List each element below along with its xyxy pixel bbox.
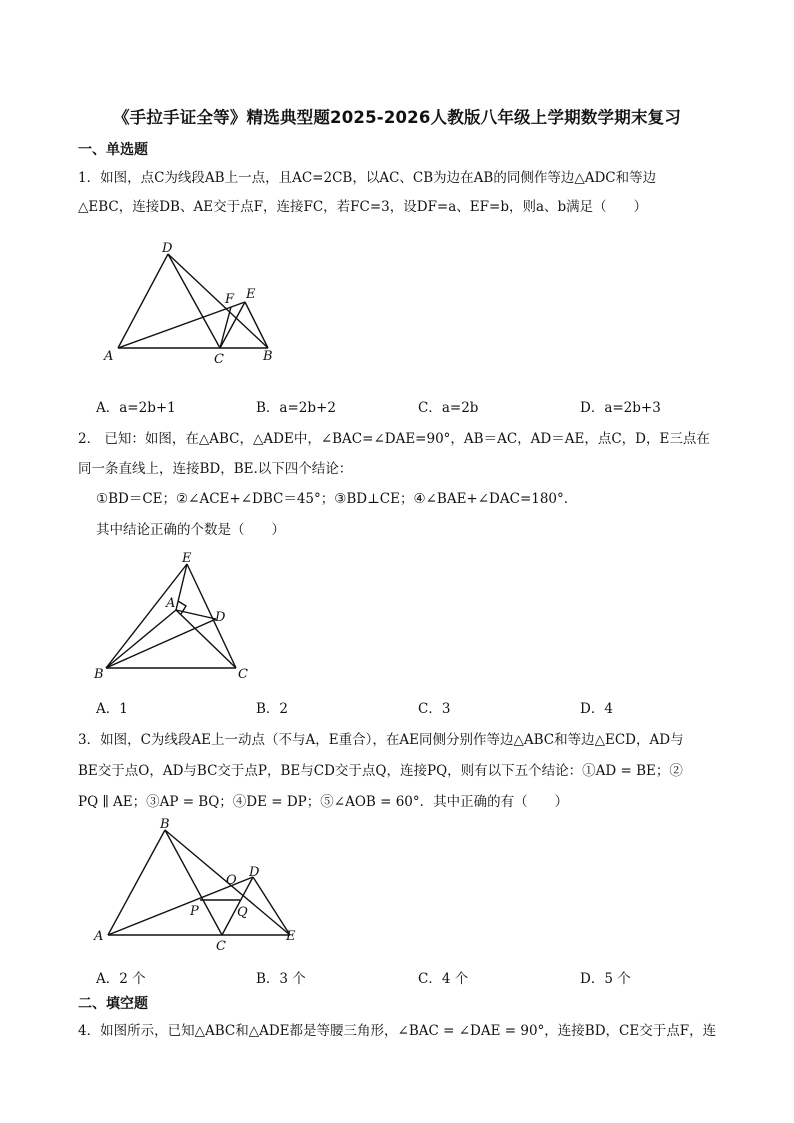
q1-text-line2: △EBC，连接DB、AE交于点F，连接FC，若FC=3，设DF=a、EF=b，则a、b满足（ ） [78, 199, 648, 215]
section-heading-single-choice: 一、单选题 [78, 142, 148, 158]
q1-option-b[interactable]: B．a=2b+2 [256, 400, 336, 416]
q4-text-line1: 4．如图所示，已知△ABC和△ADE都是等腰三角形，∠BAC = ∠DAE = 90°，连接BD，CE交于点F，连 [78, 1023, 717, 1039]
q1-figure [100, 240, 290, 370]
q2-text-line3: ①BD＝CE；②∠ACE+∠DBC＝45°；③BD⊥CE；④∠BAE+∠DAC=180°. [96, 491, 569, 507]
q2-label-e: E [182, 551, 192, 566]
q1-option-c[interactable]: C．a=2b [418, 400, 479, 416]
q3-label-p: P [190, 904, 199, 919]
q3-label-q: Q [237, 905, 248, 920]
q2-option-c[interactable]: C．3 [418, 701, 451, 717]
q2-label-d: D [215, 610, 226, 625]
q3-option-c[interactable]: C．4 个 [418, 971, 469, 987]
q3-label-d: D [249, 865, 260, 880]
q1-label-c: C [214, 352, 224, 367]
q1-label-b: B [263, 349, 273, 364]
q2-text-line1: 2． 已知：如图，在△ABC，△ADE中，∠BAC=∠DAE=90°，AB＝AC，AD＝AE，点C，D，E三点在 [78, 431, 710, 447]
q3-option-a[interactable]: A．2 个 [96, 971, 146, 987]
q2-label-b: B [94, 667, 104, 682]
q3-label-o: O [226, 873, 237, 888]
q2-label-a: A [166, 596, 176, 611]
page-title: 《手拉手证全等》精选典型题2025-2026人教版八年级上学期数学期末复习 [112, 108, 682, 127]
q1-label-d: D [162, 241, 173, 256]
q2-option-d[interactable]: D．4 [580, 701, 613, 717]
q2-option-b[interactable]: B．2 [256, 701, 289, 717]
q3-text-line1: 3．如图，C为线段AE上一动点（不与A，E重合），在AE同侧分别作等边△ABC和等边△ECD，AD与 [78, 732, 684, 748]
q1-option-d[interactable]: D．a=2b+3 [580, 400, 661, 416]
q2-text-line4: 其中结论正确的个数是（ ） [96, 522, 285, 538]
section-heading-fill-in: 二、填空题 [78, 996, 148, 1012]
q3-text-line2: BE交于点O，AD与BC交于点P，BE与CD交于点Q，连接PQ，则有以下五个结论：①AD = BE；② [78, 763, 683, 779]
q3-figure [90, 815, 310, 955]
q3-option-d[interactable]: D．5 个 [580, 971, 631, 987]
q3-label-b: B [160, 817, 170, 832]
q3-label-a: A [94, 929, 104, 944]
q1-label-a: A [104, 349, 114, 364]
q1-label-e: E [246, 287, 256, 302]
q3-label-c: C [216, 939, 226, 954]
q3-text-line3: PQ ∥ AE；③AP = BQ；④DE = DP；⑤∠AOB = 60°．其中正确的有（ ） [78, 794, 569, 810]
q1-label-f: F [225, 292, 235, 307]
q1-text-line1: 1．如图，点C为线段AB上一点，且AC=2CB，以AC、CB为边在AB的同侧作等边△ADC和等边 [78, 170, 657, 186]
q2-option-a[interactable]: A．1 [96, 701, 128, 717]
q3-option-b[interactable]: B．3 个 [256, 971, 306, 987]
q2-label-c: C [238, 667, 248, 682]
q1-option-a[interactable]: A．a=2b+1 [96, 400, 176, 416]
q2-figure [90, 548, 260, 683]
q3-label-e: E [286, 929, 296, 944]
q2-text-line2: 同一条直线上，连接BD，BE.以下四个结论： [78, 461, 353, 477]
